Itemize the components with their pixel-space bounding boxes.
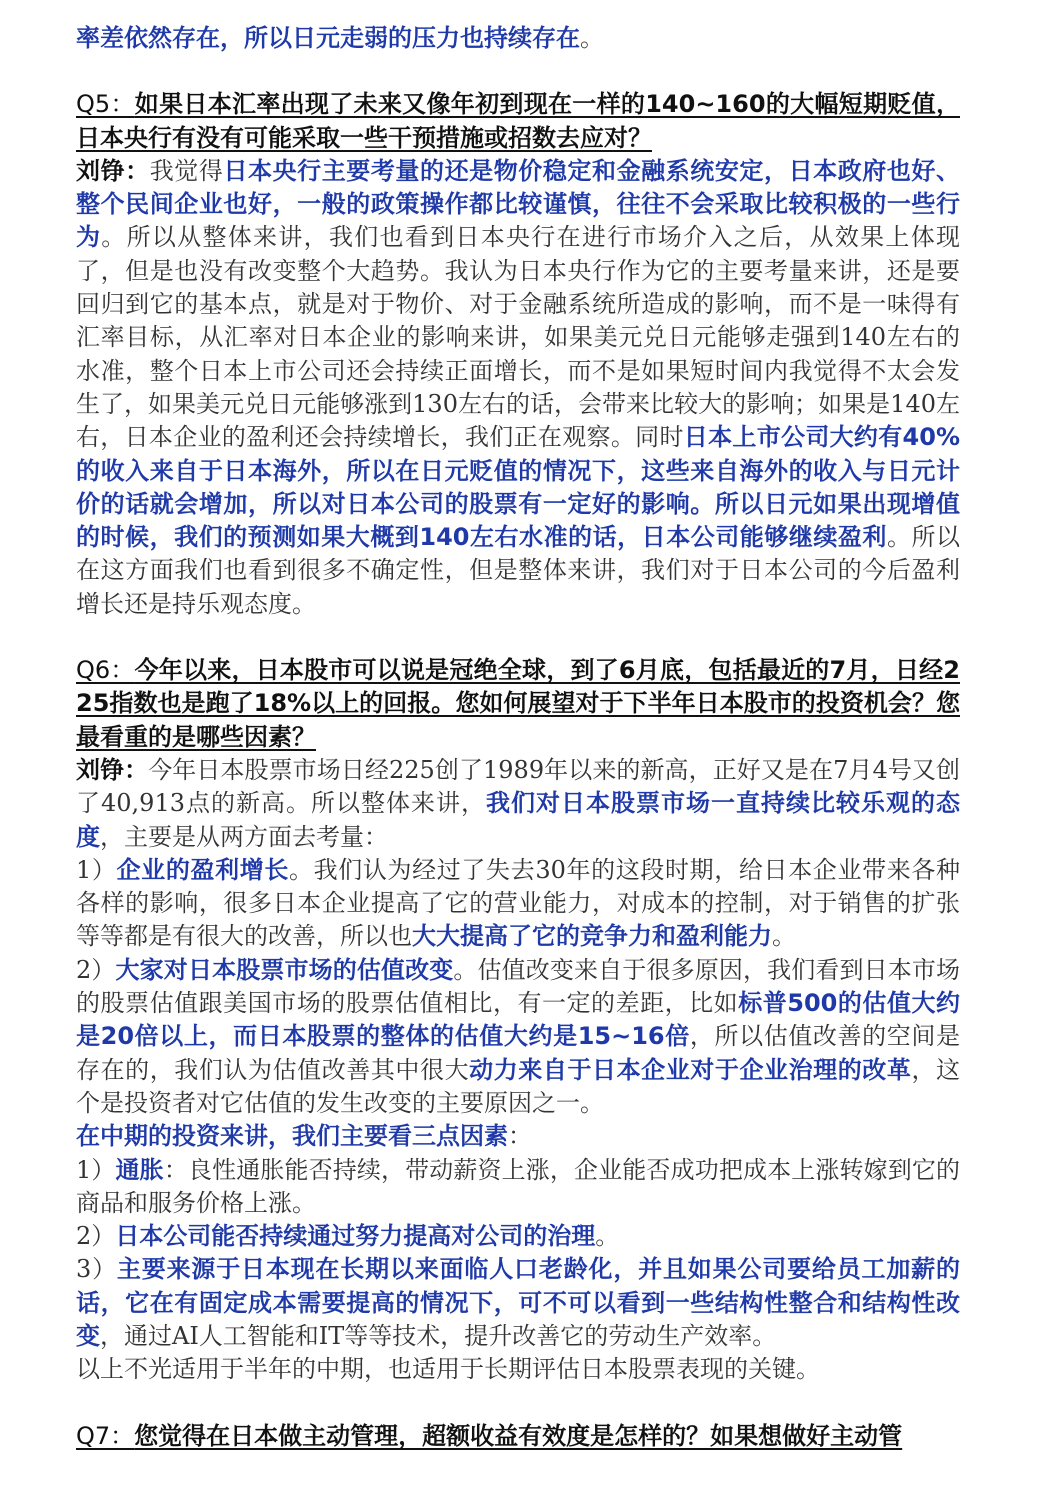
- q5-bold1: 日本央行主要考量的还是物价稳定和金融系统安定，日本政府也好、整个民间企业也好，一般的政策操作都比较谨慎，往往不会采取比较积极的一些行为: [76, 156, 961, 252]
- q6-point-2-number: 2）: [76, 955, 116, 984]
- spacer: [76, 1387, 960, 1420]
- q6-seg1: 今年日本股票市场日经225创了1989年以来的新高，正好又是在7月4号又创了40,913点的新高。所以整体来讲，: [76, 755, 960, 818]
- q6-point-1-number: 1）: [76, 855, 117, 884]
- q6-seg2: ，主要是从两方面去考量：: [100, 822, 388, 851]
- q5-number: Q5：: [76, 90, 135, 119]
- q6-factor-1-text: ：良性通胀能否持续，带动薪资上涨，企业能否成功把成本上涨转嫁到它的商品和服务价格上涨。: [76, 1155, 961, 1217]
- q6-factor-3-number: 3）: [76, 1255, 117, 1284]
- q6-point-2-text: 。估值改变来自于很多原因，我们看到日本市场的股票估值跟美国市场的股票估值相比，有一定的差距，比如: [76, 955, 961, 1018]
- q6-point-2-bold: 大家对日本股票市场的估值改变: [115, 955, 454, 984]
- q6-mid-term-tail: ：: [508, 1122, 532, 1151]
- intro-tail-text: 。: [580, 24, 604, 52]
- q5-speaker: 刘铮：: [76, 156, 150, 185]
- q6-point-1-bold: 企业的盈利增长: [116, 855, 289, 884]
- intro-tail-bold: 率差依然存在，所以日元走弱的压力也持续存在: [76, 24, 580, 52]
- q6-factor-1: [76, 1154, 960, 1221]
- q6-point-1-text: 。我们认为经过了失去30年的这段时期，给日本企业带来各种各样的影响，很多日本企业提高了它的营业能力，对成本的控制，对于销售的扩张等等都是有很大的改善，所以也: [76, 855, 960, 951]
- q6-question-text: 今年以来，日本股市可以说是冠绝全球，到了6月底，包括最近的7月，日经225指数也是跑了18%以上的回报。您如何展望对于下半年日本股市的投资机会？您最看重的是哪些因素？: [76, 656, 960, 751]
- q6-point-2: [76, 954, 960, 1120]
- q5-seg1: 我觉得: [149, 156, 224, 185]
- q6-factor-1-bold: 通胀: [115, 1155, 164, 1184]
- q5-question: [76, 88, 960, 155]
- q6-speaker: 刘铮：: [76, 755, 149, 784]
- q6-mid-term-bold: 在中期的投资来讲，我们主要看三点因素: [76, 1122, 508, 1151]
- q5-seg3: 。所以在这方面我们也看到很多不确定性，但是整体来讲，我们对于日本公司的今后盈利增长还是持乐观态度。: [76, 523, 960, 618]
- q6-number: Q6：: [76, 656, 135, 685]
- q6-answer-intro: [76, 754, 960, 854]
- q6-factor-3-text: ，通过AI人工智能和IT等等技术，提升改善它的劳动生产效率。: [100, 1321, 777, 1350]
- q6-factor-2-bold: 日本公司能否持续通过努力提高对公司的治理: [115, 1222, 596, 1251]
- q6-point-2-bold2: 标普500的估值大约是20倍以上，而日本股票的整体的估值大约是15~16倍: [76, 989, 960, 1051]
- q6-point-2-bold3: 动力来自于日本企业对于企业治理的改革: [469, 1055, 912, 1084]
- q6-factor-3: [76, 1253, 960, 1353]
- q7-question: [76, 1420, 960, 1453]
- q6-factor-2-tail: 。: [595, 1222, 620, 1251]
- intro-tail-paragraph: [76, 22, 960, 55]
- q5-bold2: 日本上市公司大约有40%的收入来自于日本海外，所以在日元贬值的情况下，这些来自海外的收入与日元计价的话就会增加，所以对日本公司的股票有一定好的影响。所以日元如果出现增值的时候，我们的预测如果大概到140左右水准的话，日本公司能够继续盈利: [76, 423, 961, 552]
- q6-point-1-bold2: 大大提高了它的竞争力和盈利能力: [412, 922, 772, 951]
- q6-point-2-text3: ，这个是投资者对它估值的发生改变的主要原因之一。: [76, 1055, 961, 1117]
- q7-number: Q7：: [76, 1421, 135, 1450]
- q6-conclusion-text: 以上不光适用于半年的中期，也适用于长期评估日本股票表现的关键。: [76, 1355, 820, 1384]
- q6-point-1: [76, 854, 960, 954]
- q6-point-2-text2: ，所以估值改善的空间是存在的，我们认为估值改善其中很大: [76, 1022, 960, 1084]
- q5-seg2: 。所以从整体来讲，我们也看到日本央行在进行市场介入之后，从效果上体现了，但是也没有改变整个大趋势。我认为日本央行作为它的主要考量来讲，还是要回归到它的基本点，就是对于物价、对于金融系统所造成的影响，而不是一味得有汇率目标，从汇率对日本企业的影响来讲，如果美元兑日元能够走强到140左右的水准，整个日本上市公司还会持续正面增长，而不是如果短时间内我觉得不太会发生了，如果美元兑日元能够涨到130左右的话，会带来比较大的影响；如果是140左右，日本企业的盈利还会持续增长，我们正在观察。同时: [76, 223, 961, 452]
- q7-question-text: 您觉得在日本做主动管理，超额收益有效度是怎样的？如果想做好主动管: [134, 1421, 903, 1450]
- q6-factor-1-number: 1）: [76, 1155, 116, 1184]
- q6-point-1-tail: 。: [772, 922, 796, 951]
- spacer: [76, 621, 960, 654]
- q6-factor-2-number: 2）: [76, 1222, 116, 1251]
- q6-bold1: 我们对日本股票市场一直持续比较乐观的态度: [76, 789, 960, 851]
- q6-factor-3-bold: 主要来源于日本现在长期以来面临人口老龄化，并且如果公司要给员工加薪的话，它在有固定成本需要提高的情况下，可不可以看到一些结构性整合和结构性改变: [76, 1255, 960, 1350]
- q5-answer: [76, 155, 960, 621]
- q5-question-text: 如果日本汇率出现了未来又像年初到现在一样的140~160的大幅短期贬值，日本央行有没有可能采取一些干预措施或招数去应对？: [76, 90, 960, 152]
- q6-question: [76, 654, 960, 754]
- spacer: [76, 55, 960, 88]
- q6-conclusion: [76, 1353, 960, 1386]
- q6-factor-2: [76, 1220, 960, 1253]
- q6-mid-term-heading: [76, 1120, 960, 1153]
